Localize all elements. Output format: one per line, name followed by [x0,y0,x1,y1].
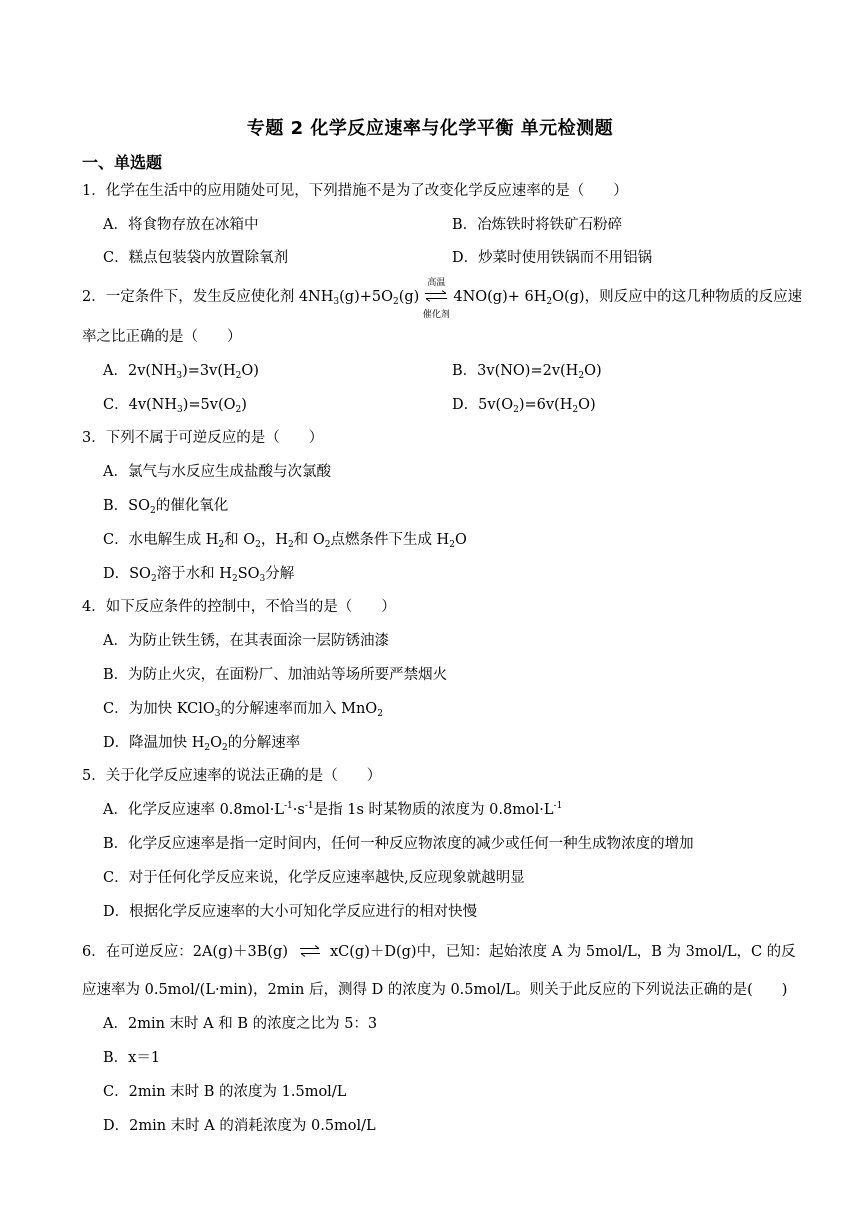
question-3-option-a[interactable]: A．氯气与水反应生成盐酸与次氯酸 [103,464,331,480]
question-6-option-b[interactable]: B．x＝1 [103,1050,161,1066]
question-5-stem: 5．关于化学反应速率的说法正确的是（ ） [82,768,382,784]
question-5-option-c[interactable]: C．对于任何化学反应来说，化学反应速率越快,反应现象就越明显 [103,870,525,886]
question-3-stem: 3．下列不属于可逆反应的是（ ） [82,430,324,446]
question-6-stem-cont: 应速率为 0.5mol/(L·min)，2min 后，测得 D 的浓度为 0.5mol/L。则关于此反应的下列说法正确的是( ) [82,982,788,998]
question-2-option-d[interactable]: D．$5v(O_2)=6v(H_2O)$ [452,397,596,415]
question-6-option-a[interactable]: A．2min 末时 A 和 B 的浓度之比为 5：3 [103,1016,378,1032]
reversible-arrow-icon [296,942,322,962]
question-5-option-b[interactable]: B．化学反应速率是指一定时间内，任何一种反应物浓度的减少或任何一种生成物浓度的增加 [103,836,694,852]
question-2-stem-cont: 率之比正确的是（ ） [82,329,242,345]
question-1-option-c[interactable]: C．糕点包装袋内放置除氧剂 [103,250,289,266]
equilibrium-arrow-icon: 高温 催化剂 [422,278,450,320]
question-1-option-b[interactable]: B．冶炼铁时将铁矿石粉碎 [452,217,623,233]
question-1-option-d[interactable]: D．炒菜时使用铁锅而不用铝锅 [452,250,653,266]
question-2-option-c[interactable]: C．$4v(NH_3)=5v(O_2)$ [103,397,247,415]
question-4-stem: 4．如下反应条件的控制中，不恰当的是（ ） [82,599,396,615]
question-6-option-d[interactable]: D．2min 末时 A 的消耗浓度为 0.5mol/L [103,1118,376,1134]
question-1-option-a[interactable]: A．将食物存放在冰箱中 [103,217,259,233]
question-6-option-c[interactable]: C．2min 末时 B 的浓度为 1.5mol/L [103,1084,347,1100]
section-heading: 一、单选题 [82,153,163,172]
question-2-option-a[interactable]: A．$2v(NH_3)=3v(H_2O)$ [103,363,259,381]
question-2-option-b[interactable]: B．$3v(NO)=2v(H_2O)$ [452,363,602,381]
question-3-option-d[interactable]: D．$SO_2$溶于水和 $H_2SO_3$分解 [103,566,295,584]
question-3-option-b[interactable]: B．$SO_2$的催化氧化 [103,498,229,516]
question-6-stem: 6．在可逆反应：2A(g)＋3B(g) xC(g)＋D(g)中，已知：起始浓度 A 为 5mol/L，B 为 3mol/L，C 的反 [82,944,796,960]
question-5-option-a[interactable]: A．化学反应速率 $0.8mol\cdot L^{-1}\cdot s^{-1}$是指 1s 时某物质的浓度为 $0.8mol\cdot L^{-1}$ [103,801,563,818]
question-4-option-b[interactable]: B．为防止火灾，在面粉厂、加油站等场所要严禁烟火 [103,667,448,683]
question-4-option-d[interactable]: D．降温加快 $H_2O_2$的分解速率 [103,735,301,753]
question-2-stem: 2．一定条件下，发生反应使化剂 $4NH_3(g)+5O_2(g)$ 高温 催化剂 $4NO(g)+ 6H_2O(g)$，则反应中的这几种物质的反应速 [82,278,803,320]
question-5-option-d[interactable]: D．根据化学反应速率的大小可知化学反应进行的相对快慢 [103,904,478,920]
question-3-option-c[interactable]: C．水电解生成 $H_2$和 $O_2$，$H_2$和 $O_2$点燃条件下生成 $H_2O$ [103,532,467,550]
document-title: 专题 2 化学反应速率与化学平衡 单元检测题 [246,118,614,139]
question-1-stem: 1．化学在生活中的应用随处可见，下列措施不是为了改变化学反应速率的是（ ） [82,183,628,199]
question-4-option-c[interactable]: C．为加快 KClO$_3$的分解速率而加入 MnO$_2$ [103,701,383,719]
question-4-option-a[interactable]: A．为防止铁生锈，在其表面涂一层防锈油漆 [103,633,389,649]
